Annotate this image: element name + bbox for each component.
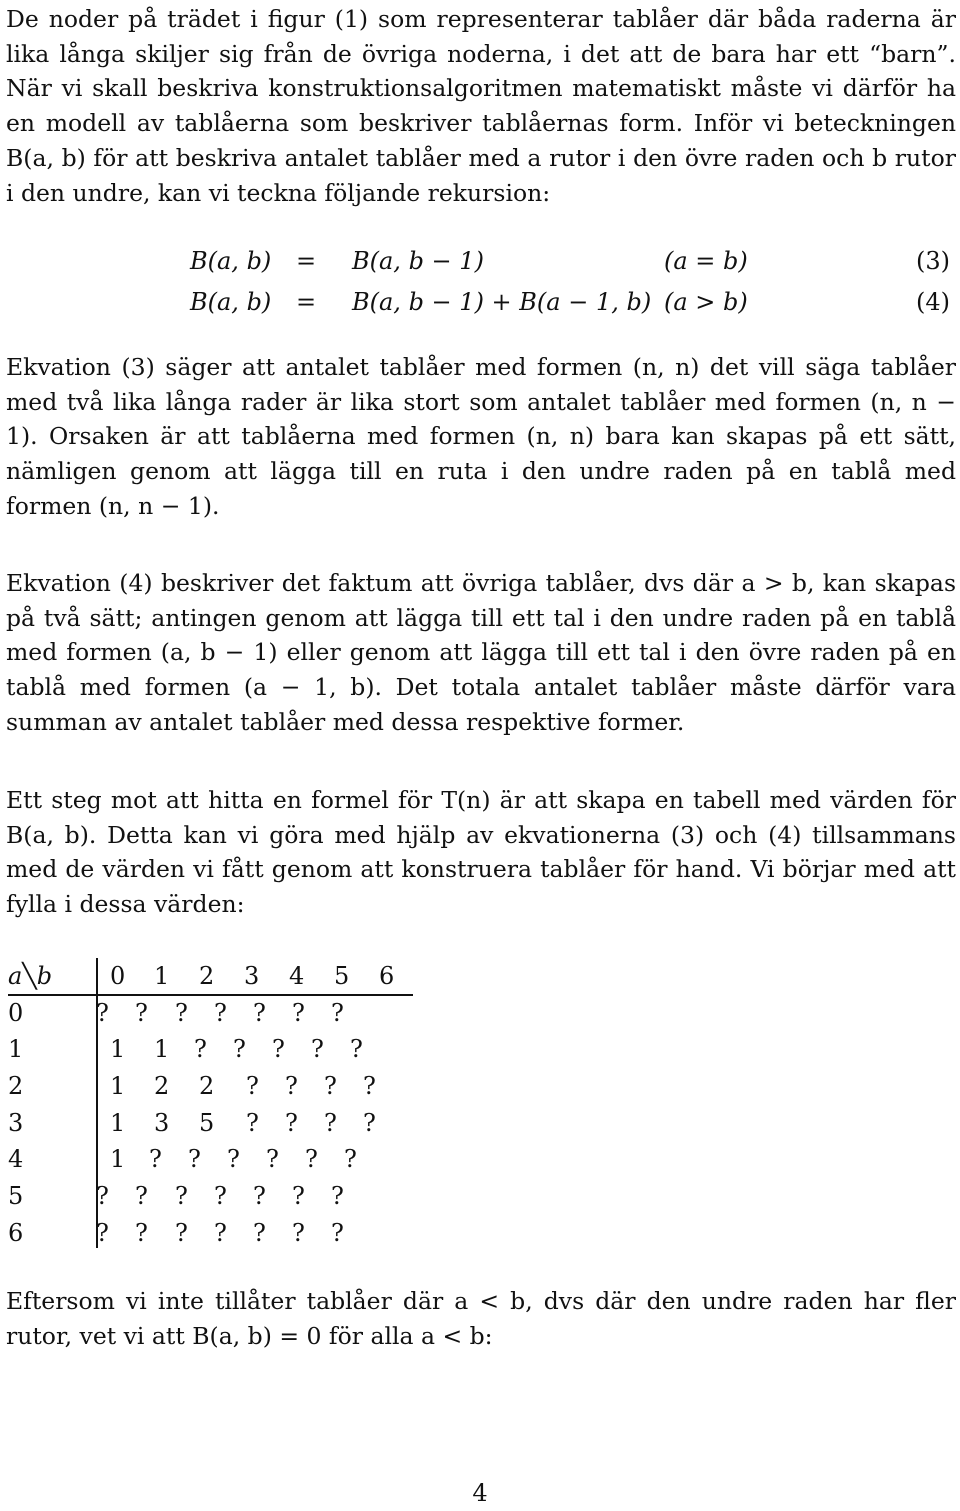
equation-4-number: (4) xyxy=(916,288,950,316)
equation-3-equals: = xyxy=(296,247,317,275)
table-cell: 2 xyxy=(199,1072,215,1101)
table-cell: 1 xyxy=(110,1108,126,1137)
row-label: 0 xyxy=(8,998,24,1027)
column-header: 3 xyxy=(244,962,260,990)
table-cell: ? xyxy=(227,1145,240,1174)
table-cell: ? xyxy=(285,1108,298,1137)
column-header: 5 xyxy=(334,962,350,990)
table-cell: 1 xyxy=(154,1035,170,1064)
table-cell: ? xyxy=(266,1145,279,1174)
column-header: 0 xyxy=(110,962,126,990)
table-cell: ? xyxy=(285,1072,298,1101)
table-cell: 2 xyxy=(154,1072,170,1101)
table-cell: ? xyxy=(214,1182,227,1211)
table-cell: ? xyxy=(253,998,266,1027)
table-cell: ? xyxy=(188,1145,201,1174)
table-cell: ? xyxy=(292,998,305,1027)
page-number: 4 xyxy=(472,1479,488,1507)
table-cell: ? xyxy=(214,1218,227,1247)
table-cell: ? xyxy=(292,1182,305,1211)
intro-paragraph: De noder på trädet i figur (1) som representerar tablåer där båda raderna är lika långa skiljer sig från de övriga noderna, i det att de bara har ett “barn”. När vi skall beskriva konstruktionsalgoritmen matematiskt måste vi därför ha en modell av tablåerna som beskriver tablåernas form. Inför vi beteckningen B(a, b) för att beskriva antalet tablåer med a rutor i den övre raden och b rutor i den undre, kan vi teckna följande rekursion: xyxy=(6,5,956,207)
table-cell: ? xyxy=(253,1218,266,1247)
row-label: 1 xyxy=(8,1035,24,1064)
table-cell: 5 xyxy=(199,1108,215,1137)
table-cell: 3 xyxy=(154,1108,170,1137)
row-label: 6 xyxy=(8,1218,24,1247)
equation-4-rhs: B(a, b − 1) + B(a − 1, b) xyxy=(352,288,652,316)
table-cell: ? xyxy=(214,998,227,1027)
equation-3-rhs: B(a, b − 1) xyxy=(352,247,484,275)
equation-3-condition: (a = b) xyxy=(664,247,748,275)
equation-4-lhs: B(a, b) xyxy=(190,288,272,316)
column-header: 2 xyxy=(199,962,215,990)
equation-3-explanation: Ekvation (3) säger att antalet tablåer med formen (n, n) det vill säga tablåer med två lika långa rader är lika stort som antalet tablåer med formen (n, n − 1). Orsaken är att tablåerna med formen (n, n) bara kan skapas på ett sätt, nämligen genom att lägga till en ruta i den undre raden på en tablå med formen (n, n − 1). xyxy=(6,353,956,520)
table-cell: 1 xyxy=(110,1145,126,1174)
table-intro-paragraph: Ett steg mot att hitta en formel för T(n) är att skapa en tabell med värden för B(a, b). Detta kan vi göra med hjälp av ekvationerna (3) och (4) tillsammans med de värden vi fått genom att konstruera tablåer för hand. Vi börjar med att fylla i dessa värden: xyxy=(6,786,956,919)
table-cell: ? xyxy=(233,1035,246,1064)
table-cell: ? xyxy=(331,1182,344,1211)
row-label: 5 xyxy=(8,1182,24,1211)
table-cell: 1 xyxy=(110,1072,126,1101)
table-cell: ? xyxy=(324,1108,337,1137)
table-cell: ? xyxy=(331,998,344,1027)
table-cell: ? xyxy=(292,1218,305,1247)
table-cell: ? xyxy=(272,1035,285,1064)
table-corner-label: a╲b xyxy=(8,962,53,990)
table-cell: ? xyxy=(253,1182,266,1211)
column-header: 6 xyxy=(379,962,395,990)
table-cell: ? xyxy=(135,998,148,1027)
table-cell: ? xyxy=(96,1218,109,1247)
row-label: 4 xyxy=(8,1145,24,1174)
table-cell: ? xyxy=(149,1145,162,1174)
table-cell: ? xyxy=(350,1035,363,1064)
row-label: 2 xyxy=(8,1072,24,1101)
table-cell: 1 xyxy=(110,1035,126,1064)
equation-3-lhs: B(a, b) xyxy=(190,247,272,275)
table-cell: ? xyxy=(246,1108,259,1137)
table-cell: ? xyxy=(175,998,188,1027)
row-label: 3 xyxy=(8,1108,24,1137)
table-cell: ? xyxy=(331,1218,344,1247)
table-cell: ? xyxy=(311,1035,324,1064)
table-cell: ? xyxy=(363,1108,376,1137)
equation-4 xyxy=(0,284,960,320)
equation-4-equals: = xyxy=(296,288,317,316)
equation-4-explanation: Ekvation (4) beskriver det faktum att övriga tablåer, dvs där a > b, kan skapas på två sätt; antingen genom att lägga till ett tal i den undre raden på en tablå med formen (a, b − 1) eller genom att lägga till ett tal i den övre raden på en tablå med formen (a − 1, b). Det totala antalet tablåer måste därför vara summan av antalet tablåer med dessa respektive former. xyxy=(6,569,956,736)
column-header: 1 xyxy=(154,962,170,990)
table-cell: ? xyxy=(363,1072,376,1101)
table-cell: ? xyxy=(175,1218,188,1247)
table-cell: ? xyxy=(135,1182,148,1211)
table-cell: ? xyxy=(96,1182,109,1211)
table-cell: ? xyxy=(96,998,109,1027)
table-cell: ? xyxy=(175,1182,188,1211)
column-header: 4 xyxy=(289,962,305,990)
table-cell: ? xyxy=(246,1072,259,1101)
zero-values-paragraph: Eftersom vi inte tillåter tablåer där a < b, dvs där den undre raden har fler rutor, vet vi att B(a, b) = 0 för alla a < b: xyxy=(6,1287,956,1350)
equation-3 xyxy=(0,243,960,279)
table-cell: ? xyxy=(135,1218,148,1247)
equation-3-number: (3) xyxy=(916,247,950,275)
equation-4-condition: (a > b) xyxy=(664,288,748,316)
table-cell: ? xyxy=(194,1035,207,1064)
table-cell: ? xyxy=(324,1072,337,1101)
table-cell: ? xyxy=(344,1145,357,1174)
table-cell: ? xyxy=(305,1145,318,1174)
